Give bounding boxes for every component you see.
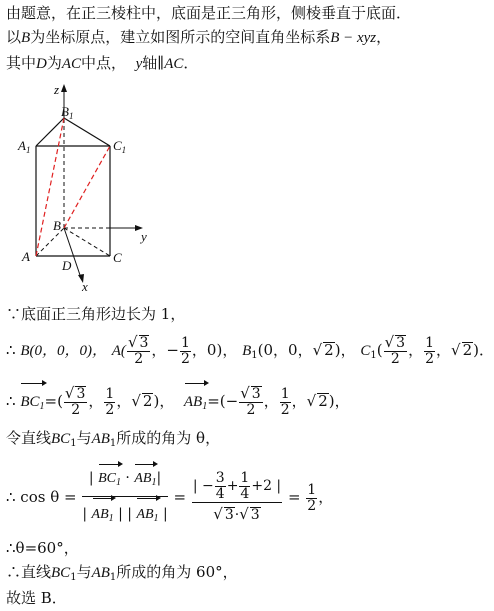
radicand: 2: [462, 341, 473, 359]
sep: ，−: [151, 341, 179, 359]
vector-AB1: [92, 497, 114, 534]
denominator: 2: [307, 497, 317, 514]
text: 中点，: [81, 54, 127, 72]
plus: +: [226, 478, 239, 494]
paren: (: [376, 341, 383, 359]
line-BC: BC: [51, 565, 71, 581]
sqrt-sign: √: [131, 392, 141, 410]
label-C: C: [113, 250, 122, 265]
vector-label: AB: [183, 394, 203, 410]
label-x: x: [82, 279, 88, 294]
radicand: 2: [324, 341, 334, 359]
label-z: z: [54, 82, 60, 97]
numerator: 1: [105, 385, 115, 402]
segment-AC: AC: [61, 56, 82, 72]
denominator: 4: [215, 485, 225, 502]
text: 令直线: [6, 429, 52, 447]
label-B1: [61, 104, 73, 121]
subscript: 1: [153, 512, 159, 524]
fraction: [104, 387, 115, 418]
dot: ·: [120, 469, 135, 486]
line-AB: AB: [91, 431, 110, 447]
text: ∴直线: [6, 563, 52, 581]
z-axis-arrow: [61, 84, 67, 92]
subscript: 1: [109, 438, 117, 449]
sep: ，: [263, 392, 279, 410]
label-C1-letter: C: [113, 138, 122, 153]
subscript: 1: [109, 572, 117, 583]
sqrt-sign: √: [127, 333, 138, 351]
text: 以: [6, 28, 22, 46]
numerator: 1: [280, 385, 290, 402]
edge-B1C1: [64, 118, 110, 146]
vector-label: AB: [136, 506, 154, 522]
sqrt-sign: √: [64, 384, 75, 402]
line4-text: ∵底面正三角形边长为 1，: [6, 305, 186, 323]
abs: |: [88, 469, 99, 486]
text-line-4: [6, 304, 185, 324]
label-B: B: [53, 218, 61, 233]
subscript: 1: [115, 476, 121, 488]
denominator: 2: [246, 402, 256, 418]
denominator: 2: [134, 351, 144, 367]
vectors-line: [6, 382, 350, 424]
label-B1-letter: B: [61, 104, 69, 119]
radicand: 3: [250, 507, 260, 523]
coord-A-open: A(: [111, 343, 126, 359]
text: 与: [76, 429, 92, 447]
subscript: 1: [70, 572, 77, 583]
fraction-big: [82, 463, 167, 534]
vector-label: AB: [134, 470, 152, 486]
label-A1: [17, 138, 30, 155]
eq: =: [173, 488, 187, 506]
point-B1: B: [242, 343, 252, 359]
segment-BC1: [64, 146, 110, 228]
label-y: y: [141, 229, 147, 244]
fraction: [239, 471, 250, 502]
subscript: 1: [39, 401, 45, 412]
rest: +2 |: [251, 478, 282, 494]
theta-result: ∴θ=60°，: [6, 539, 79, 557]
vector-BC1: [20, 382, 44, 424]
eq: =(: [44, 392, 63, 410]
sep: ，: [291, 392, 307, 410]
numerator: 1: [240, 469, 250, 486]
sep: ，: [408, 341, 424, 359]
fraction: [180, 336, 191, 367]
close: )，: [153, 392, 175, 410]
text-line-10: [6, 562, 238, 588]
sqrt-sign: √: [384, 333, 395, 351]
abs: |: [82, 505, 92, 522]
eq: =: [287, 488, 301, 506]
text: 轴∥: [142, 54, 165, 72]
eq: =(−: [207, 392, 239, 410]
denominator: 4: [240, 485, 250, 502]
prism-figure: [0, 78, 200, 296]
vector-AB1: [134, 463, 156, 496]
text-line-3: [6, 53, 198, 74]
fraction: [239, 386, 262, 418]
abs: | |: [113, 505, 137, 522]
text-line-2: [6, 27, 391, 48]
line1-text: 由题意，在正三棱柱中，底面是正三角形，侧棱垂直于底面．: [6, 4, 412, 22]
sep: ，: [116, 392, 132, 410]
subscript: 1: [251, 350, 258, 361]
segment-AB1: [36, 118, 64, 256]
text-line-1: [6, 3, 411, 23]
fraction: [384, 335, 407, 367]
radicand: 2: [318, 392, 328, 410]
close: )，: [328, 392, 350, 410]
coord-B: B(0，0，0)，: [20, 343, 107, 359]
fraction: [64, 386, 87, 418]
denominator: 2: [181, 350, 190, 367]
radicand: 3: [251, 386, 261, 402]
text-line-11: [6, 588, 67, 608]
dot: ·: [234, 507, 240, 523]
coord-B1-close: )，: [334, 341, 356, 359]
radicand: 3: [76, 386, 86, 402]
therefore-symbol: ∴: [6, 341, 16, 359]
denominator: 2: [71, 402, 81, 418]
radicand: 3: [139, 335, 149, 351]
coord-A-close: ，0)，: [191, 341, 238, 359]
label-D: D: [62, 258, 72, 273]
point-D: D: [36, 56, 47, 72]
text: 所成的角为 60°，: [116, 563, 238, 581]
sqrt-sign: √: [451, 341, 461, 359]
text-line-7: [6, 428, 220, 454]
text: 与: [76, 563, 92, 581]
denominator: 2: [280, 401, 290, 418]
abs: |: [156, 469, 162, 486]
therefore-symbol: ∴: [6, 392, 16, 410]
fraction-result: [306, 483, 317, 514]
vector-AB1: [136, 497, 158, 534]
abs: | −: [192, 478, 214, 494]
sqrt-sign: √: [239, 505, 249, 523]
label-C1: [113, 138, 126, 155]
edge-A1B1: [36, 118, 64, 146]
fraction: [127, 335, 150, 367]
edge-BC: [64, 228, 110, 256]
fraction: [424, 336, 435, 367]
sqrt-sign: √: [240, 384, 250, 402]
text: ．: [183, 54, 199, 72]
coords-line: [6, 333, 494, 373]
denominator: 2: [390, 351, 400, 367]
y-axis-label: y: [135, 56, 143, 72]
numerator: 3: [215, 469, 225, 486]
text: 为: [46, 54, 62, 72]
point-C1: C: [360, 343, 371, 359]
vector-label: BC: [20, 394, 40, 410]
point-B: B: [21, 30, 31, 46]
vector-label: AB: [91, 506, 109, 522]
denominator: 2: [105, 401, 115, 418]
label-A1-sub: 1: [25, 145, 31, 155]
vector-BC1: [98, 463, 121, 496]
subscript: 1: [151, 476, 157, 488]
text: ，: [376, 28, 392, 46]
comma: ，: [318, 488, 334, 506]
coord-B1-open: (0，0，: [257, 341, 313, 359]
subscript: 1: [70, 438, 77, 449]
numerator: 1: [425, 334, 435, 351]
radicand: 2: [142, 392, 153, 410]
label-C1-sub: 1: [121, 145, 127, 155]
abs: |: [158, 505, 168, 522]
answer: 故选 B．: [6, 589, 67, 607]
sep: ，: [88, 392, 104, 410]
text-line-9: [6, 538, 79, 558]
radicand: 3: [396, 335, 406, 351]
sqrt-sign: √: [306, 392, 317, 410]
line-AB: AB: [91, 565, 110, 581]
coord-system: B − xyz: [330, 30, 377, 46]
vector-AB1: [184, 382, 207, 424]
numerator: 1: [181, 334, 190, 351]
segment-AC: AC: [164, 56, 184, 72]
radicand: 3: [224, 507, 234, 523]
label-B1-sub: 1: [68, 111, 74, 121]
cos-line: [6, 462, 333, 534]
sqrt-sign: √: [312, 341, 323, 359]
subscript: 1: [202, 401, 208, 412]
vector-label: BC: [98, 470, 116, 486]
subscript: 1: [108, 512, 114, 524]
cos-prefix: ∴ cos θ =: [6, 488, 77, 506]
text: 为坐标原点，建立如图所示的空间直角坐标系: [30, 28, 331, 46]
fraction: [280, 387, 291, 418]
subscript: 1: [370, 350, 377, 361]
denominator: 2: [425, 350, 435, 367]
sqrt-sign: √: [213, 505, 223, 523]
fraction-value: [192, 470, 282, 526]
text: 其中: [6, 54, 37, 72]
fraction: [215, 471, 226, 502]
label-A1-letter: A: [18, 138, 26, 153]
coord-C1-close: )．: [473, 341, 494, 359]
numerator: 1: [307, 481, 317, 498]
line-BC: BC: [51, 431, 71, 447]
sep: ，: [436, 341, 452, 359]
label-A: A: [22, 249, 30, 264]
text: 所成的角为 θ，: [116, 429, 221, 447]
